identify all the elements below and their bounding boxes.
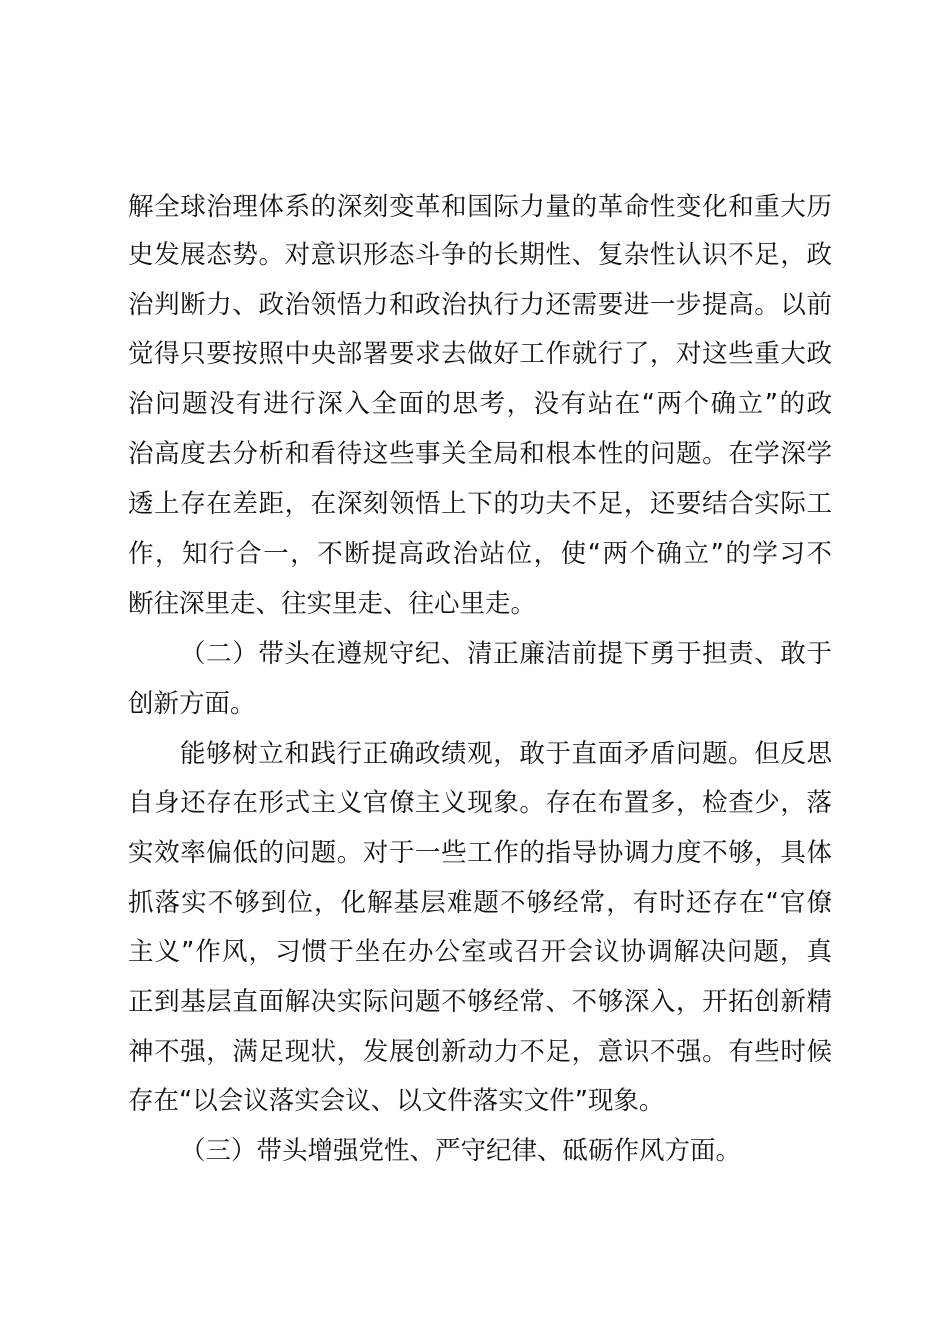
text-line-2: 史发展态势。对意识形态斗争的长期性、复杂性认识不足，政	[128, 240, 832, 270]
text-line-12: 能够树立和践行正确政绩观，敢于直面矛盾问题。但反思	[180, 739, 832, 769]
text-line-13: 自身还存在形式主义官僚主义现象。存在布置多，检查少，落	[128, 788, 832, 818]
text-line-17: 正到基层直面解决实际问题不够经常、不够深入，开拓创新精	[128, 987, 832, 1017]
text-line-7: 透上存在差距，在深刻领悟上下的功夫不足，还要结合实际工	[128, 489, 832, 519]
text-line-6: 治高度去分析和看待这些事关全局和根本性的问题。在学深学	[128, 439, 832, 469]
text-line-9: 断往深里走、往实里走、往心里走。	[128, 589, 537, 619]
text-line-4: 觉得只要按照中央部署要求去做好工作就行了，对这些重大政	[128, 339, 832, 369]
text-line-19: 存在“以会议落实会议、以文件落实文件”现象。	[128, 1086, 665, 1116]
section-heading-2-cont: 创新方面。	[128, 689, 256, 719]
text-line-1: 解全球治理体系的深刻变革和国际力量的革命性变化和重大历	[128, 192, 832, 222]
text-line-3: 治判断力、政治领悟力和政治执行力还需要进一步提高。以前	[128, 290, 832, 320]
section-heading-3: （三）带头增强党性、严守纪律、砥砺作风方面。	[180, 1136, 742, 1166]
text-line-14: 实效率偏低的问题。对于一些工作的指导协调力度不够，具体	[128, 838, 832, 868]
text-line-15: 抓落实不够到位，化解基层难题不够经常，有时还存在“官僚	[128, 888, 832, 918]
text-line-8: 作，知行合一，不断提高政治站位，使“两个确立”的学习不	[128, 539, 832, 569]
text-line-5: 治问题没有进行深入全面的思考，没有站在“两个确立”的政	[128, 389, 832, 419]
text-line-16: 主义”作风，习惯于坐在办公室或召开会议协调解决问题，真	[128, 937, 832, 967]
text-line-18: 神不强，满足现状，发展创新动力不足，意识不强。有些时候	[128, 1037, 832, 1067]
section-heading-2: （二）带头在遵规守纪、清正廉洁前提下勇于担责、敢于	[180, 639, 832, 669]
